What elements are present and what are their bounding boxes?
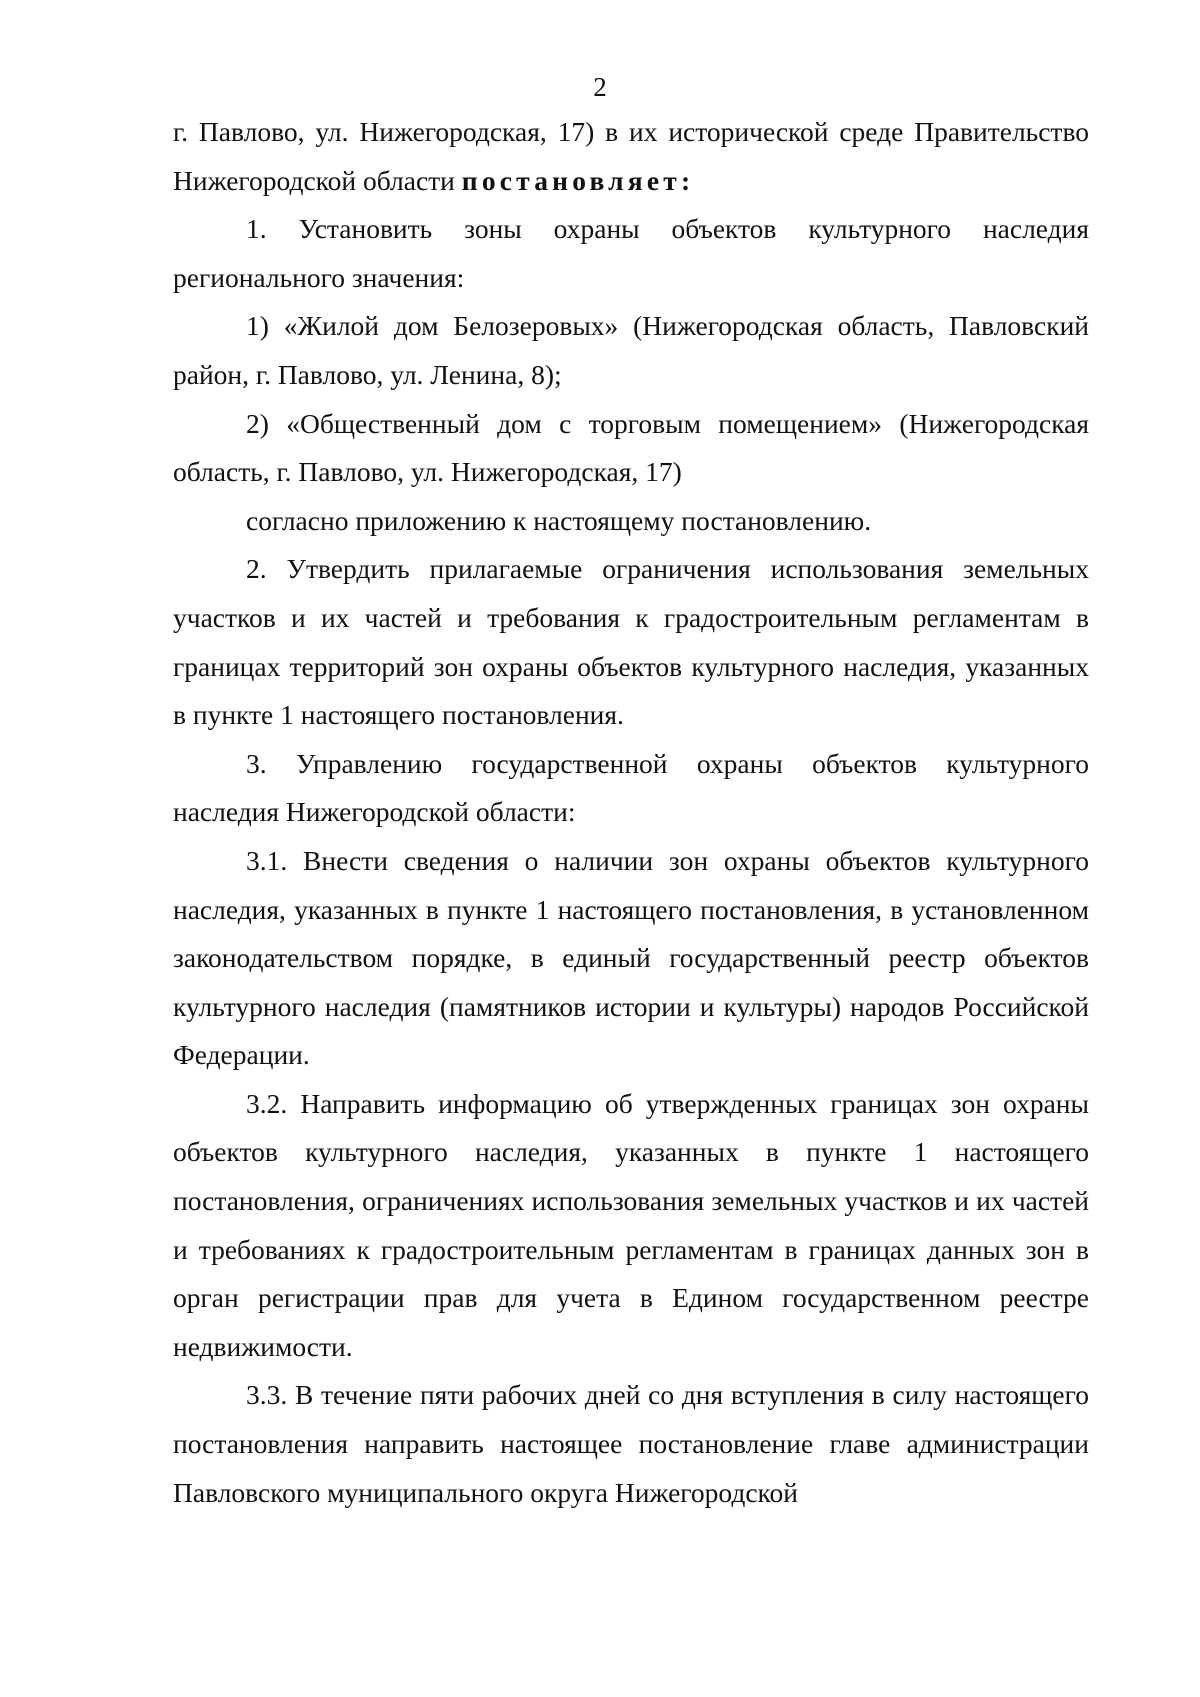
paragraph-subitem-2: 2) «Общественный дом с торговым помещением» (Нижегородская область, г. Павлово, ул. Нижегородская, 17): [173, 407, 1089, 488]
paragraph-item-3: 3. Управлению государственной охраны объектов культурного наследия Нижегородской области:: [173, 747, 1089, 828]
intro-paragraph: [173, 108, 1089, 205]
paragraph-item-3-2: 3.2. Направить информацию об утвержденных границах зон охраны объектов культурного наследия, указанных в пункте 1 настоящего постановления, ограничениях использования земельных участков и их частей и требованиях к градостроительным регламентам в границах данных зон в орган регистрации прав для учета в Едином государственном реестре недвижимости.: [173, 1087, 1089, 1362]
paragraph-subitem-1: 1) «Жилой дом Белозеровых» (Нижегородская область, Павловский район, г. Павлово, ул. Ленина, 8);: [173, 310, 1089, 390]
page-number: 2: [593, 72, 607, 102]
paragraph-item-3-1: 3.1. Внести сведения о наличии зон охраны объектов культурного наследия, указанных в пункте 1 настоящего постановления, в установленном законодательством порядке, в единый государственный реестр объектов культурного наследия (памятников истории и культуры) народов Российской Федерации.: [173, 844, 1089, 1071]
resolution-keyword: постановляет:: [461, 164, 695, 196]
paragraph-item-3-3: 3.3. В течение пяти рабочих дней со дня вступления в силу настоящего постановления направить настоящее постановление главе администрации Павловского муниципального округа Нижегородской: [173, 1379, 1089, 1508]
paragraph-continuation: согласно приложению к настоящему постановлению.: [246, 504, 872, 536]
document-body: [173, 108, 1089, 1517]
paragraph-item-1: 1. Установить зоны охраны объектов культурного наследия регионального значения:: [173, 213, 1089, 293]
intro-text: г. Павлово, ул. Нижегородская, 17) в их исторической среде Правительство Нижегородской области: [173, 116, 1089, 196]
paragraph-item-2: 2. Утвердить прилагаемые ограничения использования земельных участков и их частей и требования к градостроительным регламентам в границах территорий зон охраны объектов культурного наследия, указанных в пункте 1 настоящего постановления.: [173, 553, 1089, 731]
